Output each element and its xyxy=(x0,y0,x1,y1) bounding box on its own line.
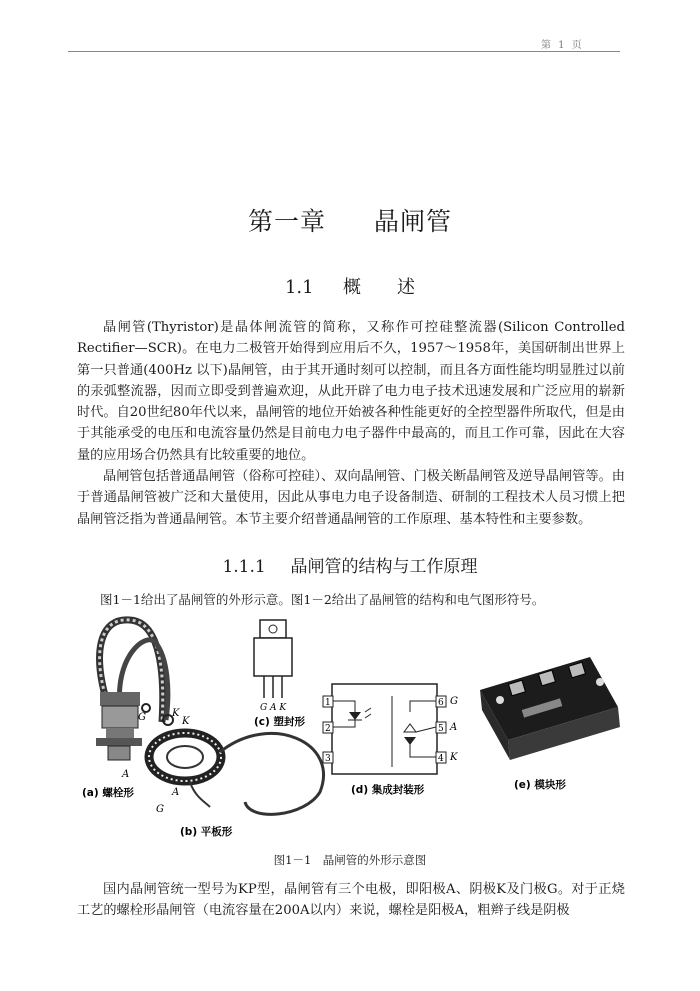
paragraph-2: 晶闸管包括普通晶闸管（俗称可控硅）、双向晶闸管、门极关断晶闸管及逆导晶闸管等。由于普通晶闸管被广泛和大量使用，因此从事电力电子设备制造、研制的工程技术人员习惯上把晶闸管泛指为普通晶闸管。本节主要介绍普通晶闸管的工作原理、基本特性和主要参数。 xyxy=(77,469,625,527)
pin-5-number: 5 xyxy=(438,724,444,734)
pin-4-number: 4 xyxy=(438,754,444,764)
label-plastic: (c) 塑封形 xyxy=(254,716,305,728)
subsection-heading xyxy=(0,552,700,577)
chapter-number: 第一章 xyxy=(248,207,327,236)
subsection-number: 1.1.1 xyxy=(222,557,266,577)
module-thyristor-drawing xyxy=(480,657,620,760)
integrated-package-drawing xyxy=(323,684,446,774)
body-text-continued xyxy=(77,879,625,922)
chapter-title: 晶闸管 xyxy=(373,207,452,236)
section-title: 概 述 xyxy=(343,277,416,298)
subsection-title: 晶闸管的结构与工作原理 xyxy=(290,557,478,577)
label-integrated: (d) 集成封装形 xyxy=(351,784,425,796)
pin-3-number: 3 xyxy=(325,754,331,764)
pins-gak-label: G A K xyxy=(260,703,287,713)
pin-k-label-d: K xyxy=(450,752,458,763)
pin-g-label-a: G xyxy=(138,712,146,723)
header-rule xyxy=(68,51,620,52)
label-disc: (b) 平板形 xyxy=(180,826,233,838)
pin-a-label-a: A xyxy=(122,769,130,780)
paragraph-1: 晶闸管(Thyristor)是晶体闸流管的简称，又称作可控硅整流器(Silicon Controlled Rectifier—SCR)。在电力二极管开始得到应用后不久，1957～1958年，美国研制出世界上第一只普通(400Hz 以下)晶闸管，由于其开通时刻可以控制，而且各方面性能均明显胜过以前的汞弧整流器，因而立即受到普遍欢迎，从此开辟了电力电子技术迅速发展和广泛应用的崭新时代。自20世纪80年代以来，晶闸管的地位开始被各种性能更好的全控型器件所取代，但是由于其能承受的电压和电流容量仍然是目前电力电子器件中最高的，而且工作可靠，因此在大容量的应用场合仍然具有比较重要的地位。 xyxy=(77,320,625,463)
figure-1-1 xyxy=(70,612,630,842)
section-heading xyxy=(0,273,700,299)
pin-k-label-a2: K xyxy=(182,716,190,727)
label-stud: (a) 螺栓形 xyxy=(82,787,134,799)
pin-a-label-b: A xyxy=(172,787,180,798)
page-number: 第 1 页 xyxy=(541,40,584,51)
label-module: (e) 模块形 xyxy=(514,779,566,791)
pin-6-number: 6 xyxy=(438,698,444,708)
chapter-heading xyxy=(0,202,700,238)
pin-2-number: 2 xyxy=(325,724,331,734)
pin-k-label-a: K xyxy=(172,708,180,719)
disc-type-thyristor-drawing xyxy=(149,733,324,814)
pin-1-number: 1 xyxy=(325,698,331,708)
pin-g-label-b: G xyxy=(156,804,164,815)
pin-g-label-d: G xyxy=(450,696,458,707)
plastic-package-thyristor-drawing xyxy=(254,620,292,698)
body-text xyxy=(77,317,625,530)
pin-a-label-d: A xyxy=(450,722,458,733)
section-number: 1.1 xyxy=(284,277,314,298)
figure-intro: 图1－1给出了晶闸管的外形示意。图1－2给出了晶闸管的结构和电气图形符号。 xyxy=(100,592,545,607)
figure-caption: 图1－1 晶闸管的外形示意图 xyxy=(273,853,427,867)
paragraph-3: 国内晶闸管统一型号为KP型，晶闸管有三个电极，即阳极A、阴极K及门极G。对于正烧工艺的螺栓形晶闸管（电流容量在200A以内）来说，螺栓是阳极A，粗辫子线是阴极 xyxy=(77,882,625,919)
